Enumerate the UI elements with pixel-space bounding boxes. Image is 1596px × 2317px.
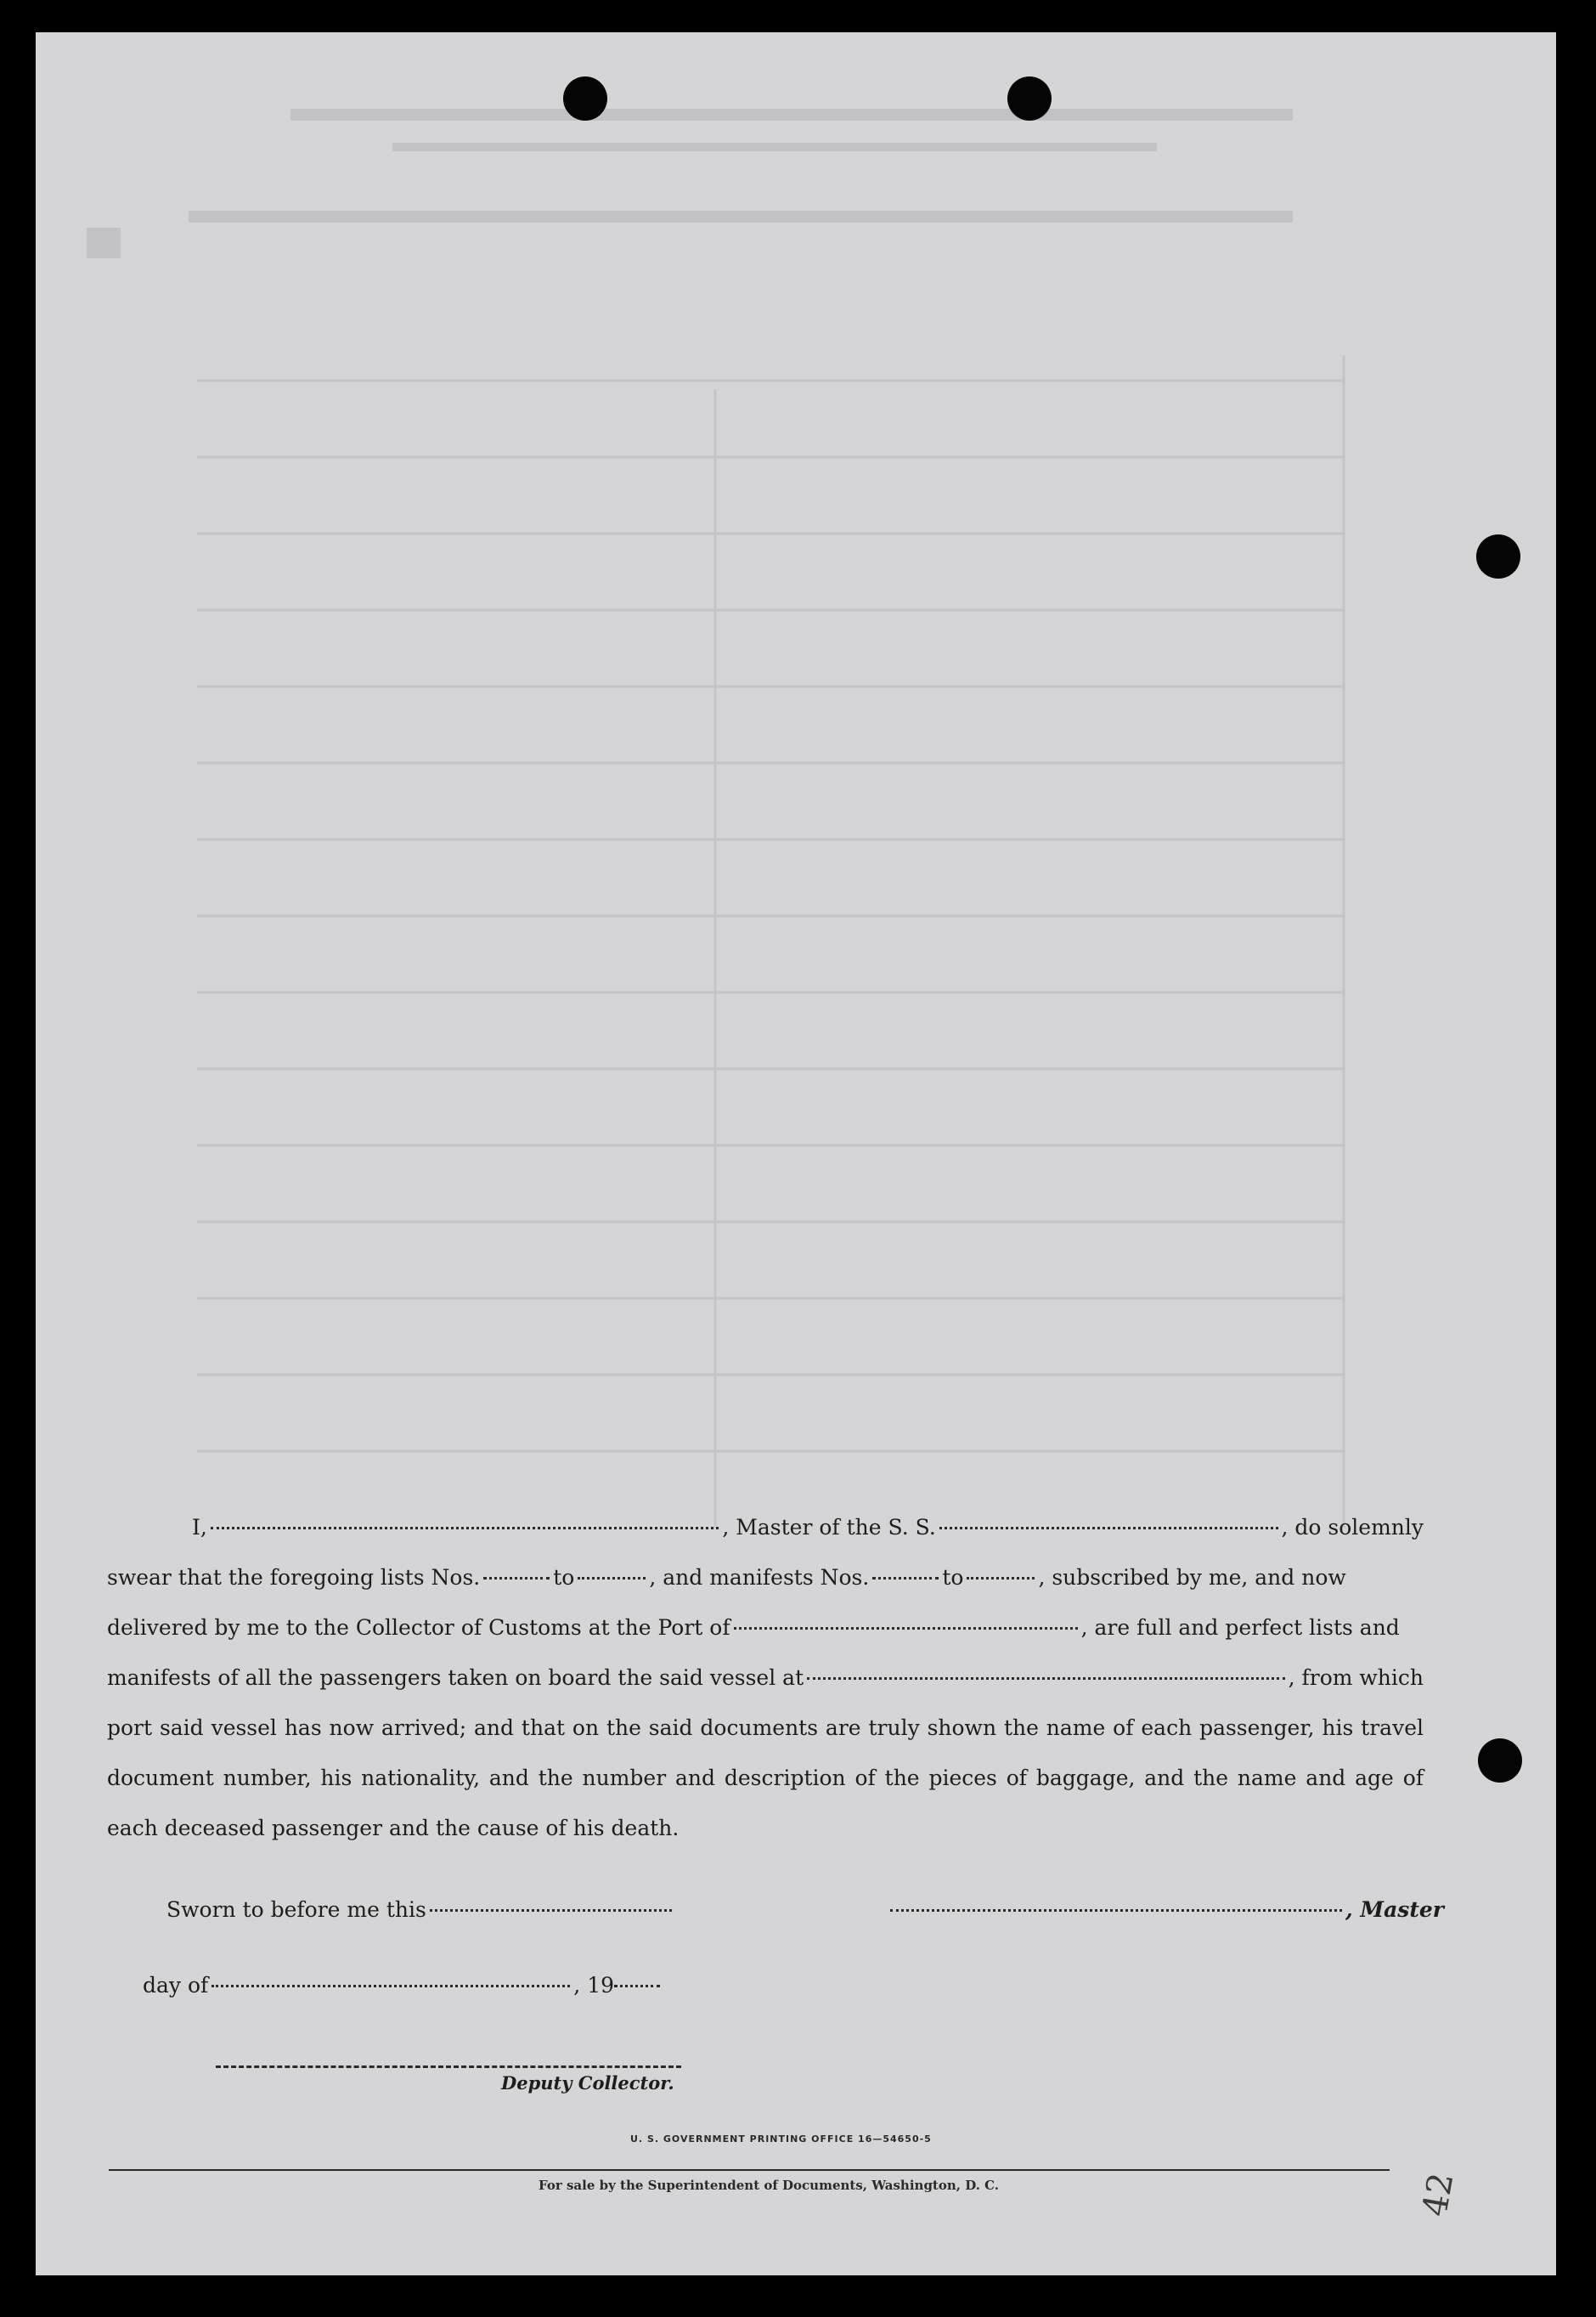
sworn-label: Sworn to before me this: [166, 1897, 426, 1922]
oath-line-1: [107, 1515, 1424, 1565]
oath-do-solemnly: , do solemnly: [1281, 1515, 1424, 1540]
printing-office-imprint: U. S. GOVERNMENT PRINTING OFFICE 16—54650-5: [630, 2133, 932, 2145]
oath-swear: swear that the foregoing lists Nos.: [107, 1565, 481, 1590]
oath-text-5: port said vessel has now arrived; and that on the said documents are truly shown the name of each passenger, his travel: [107, 1715, 1424, 1740]
master-signature-blank[interactable]: [890, 1908, 1342, 1912]
day-of-line: [143, 1973, 663, 1998]
deputy-collector-label: Deputy Collector.: [501, 2072, 674, 2094]
oath-text-7: each deceased passenger and the cause of his death.: [107, 1816, 680, 1840]
footer-rule: [109, 2169, 1390, 2171]
handwritten-page-mark: 42: [1415, 2169, 1462, 2220]
manifests-to-blank[interactable]: [967, 1576, 1035, 1580]
lists-to-blank[interactable]: [578, 1576, 646, 1580]
vessel-name-blank[interactable]: [939, 1526, 1278, 1529]
oath-line-6: [107, 1766, 1424, 1816]
oath-and-manifests: , and manifests Nos.: [649, 1565, 870, 1590]
oath-from-which: , from which: [1288, 1665, 1424, 1690]
punch-hole-top-left: [563, 76, 607, 121]
day-of-label: day of: [143, 1973, 209, 1998]
sworn-date-blank[interactable]: [430, 1908, 672, 1912]
oath-master-of: , Master of the S. S.: [722, 1515, 936, 1540]
oath-to-2: to: [942, 1565, 964, 1590]
sworn-line: [166, 1897, 675, 1922]
oath-statement: [107, 1515, 1424, 1866]
master-signature-line: [887, 1897, 1444, 1922]
oath-line-5: [107, 1715, 1424, 1766]
year-blank[interactable]: [614, 1984, 660, 1987]
port-blank[interactable]: [734, 1626, 1078, 1630]
oath-line-2: [107, 1565, 1424, 1615]
deputy-signature-blank[interactable]: [216, 2066, 681, 2068]
lists-from-blank[interactable]: [483, 1576, 550, 1580]
oath-are-full: , are full and perfect lists and: [1080, 1615, 1400, 1640]
departure-port-blank[interactable]: [807, 1676, 1284, 1680]
oath-manifests: manifests of all the passengers taken on board the said vessel at: [107, 1665, 804, 1690]
year-prefix: , 19: [573, 1973, 615, 1998]
oath-text-6: document number, his nationality, and the number and description of the pieces of baggage, and the name and age of: [107, 1766, 1424, 1790]
document-page: [36, 32, 1556, 2275]
oath-i: I,: [192, 1515, 207, 1540]
master-label: , Master: [1345, 1897, 1444, 1922]
for-sale-note: For sale by the Superintendent of Documents, Washington, D. C.: [539, 2178, 1000, 2193]
oath-line-4: [107, 1665, 1424, 1715]
month-blank[interactable]: [211, 1984, 570, 1987]
oath-line-3: [107, 1615, 1424, 1665]
bleed-through-texture: [36, 32, 1556, 2275]
oath-line-7: [107, 1816, 1424, 1866]
punch-hole-top-right: [1007, 76, 1052, 121]
punch-hole-right-upper: [1476, 534, 1520, 579]
oath-delivered: delivered by me to the Collector of Customs at the Port of: [107, 1615, 730, 1640]
master-name-blank[interactable]: [211, 1526, 719, 1529]
oath-to-1: to: [553, 1565, 575, 1590]
oath-subscribed: , subscribed by me, and now: [1038, 1565, 1346, 1590]
punch-hole-right-lower: [1478, 1738, 1522, 1783]
manifests-from-blank[interactable]: [872, 1576, 939, 1580]
